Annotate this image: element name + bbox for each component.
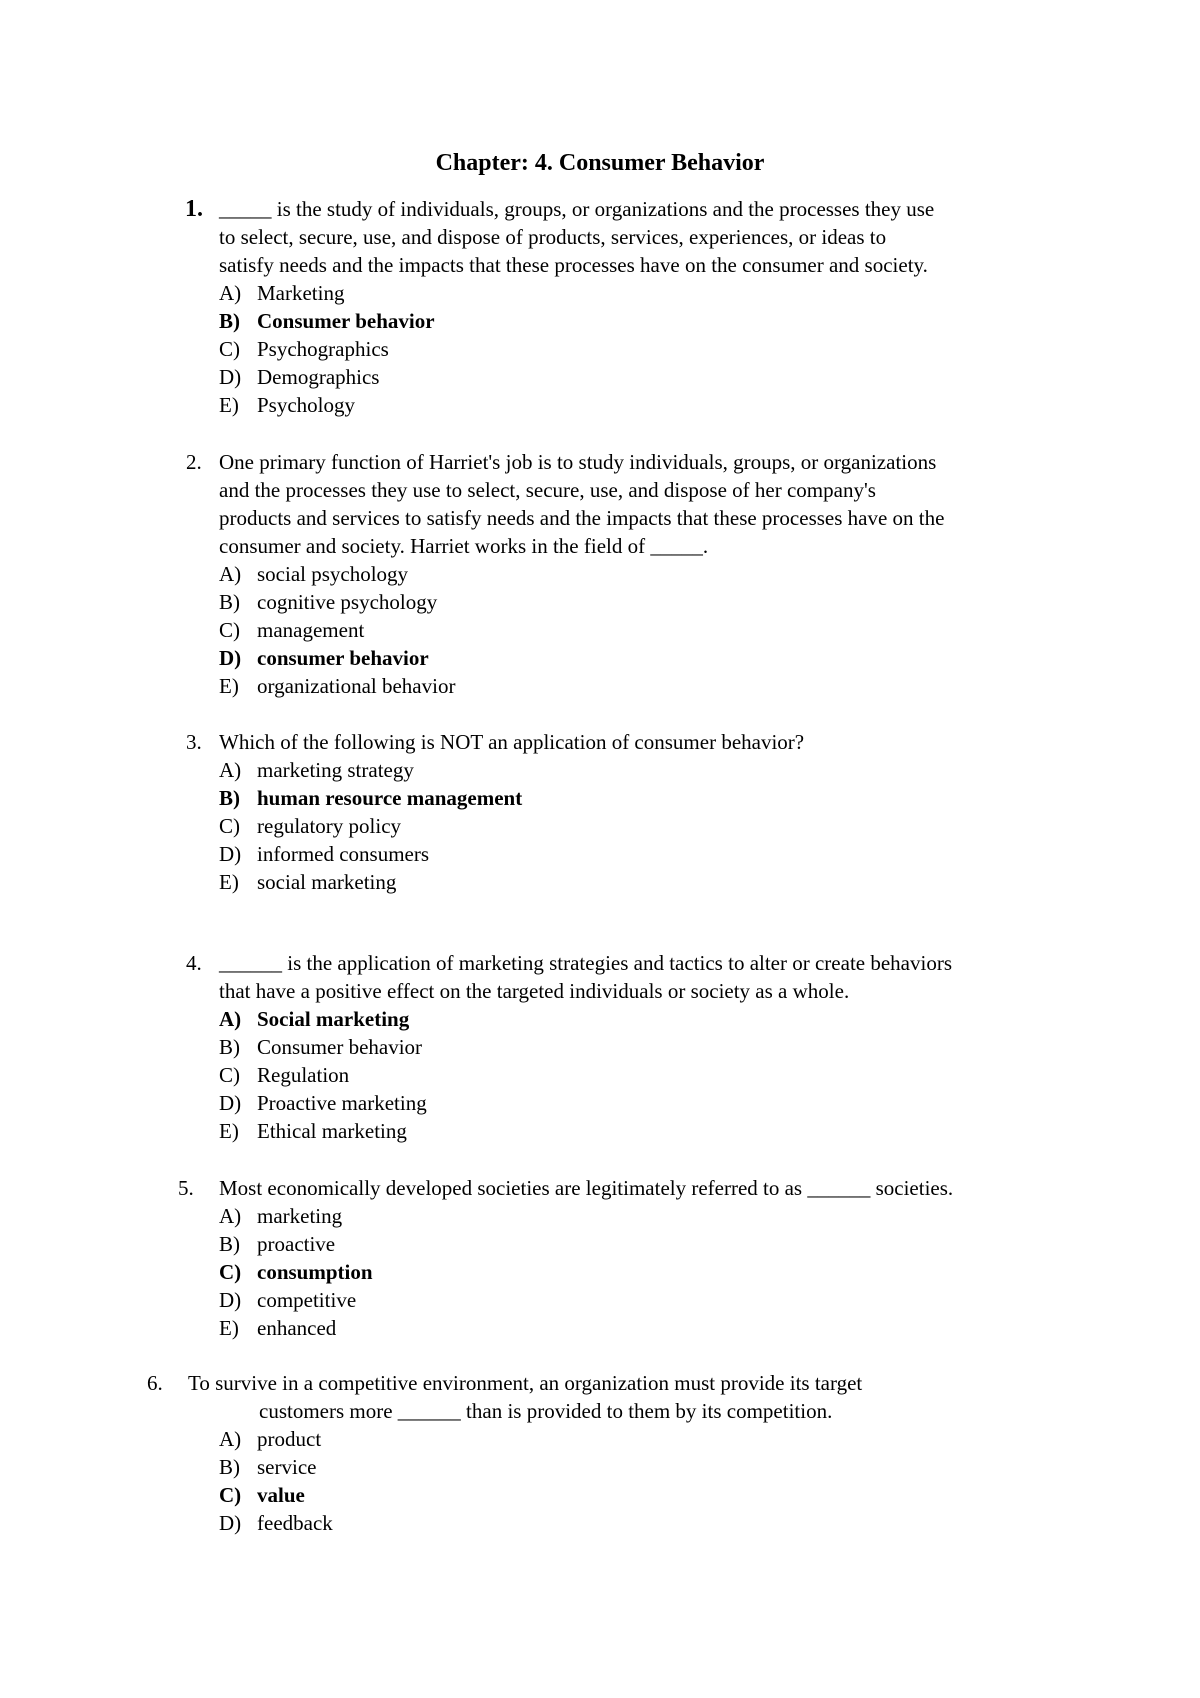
question-text-line: satisfy needs and the impacts that these processes have on the consumer and society. — [219, 253, 928, 277]
option-letter: D) — [219, 1091, 242, 1115]
option-letter: B) — [219, 309, 240, 333]
option-text: social psychology — [257, 562, 409, 586]
question-number: 6. — [147, 1371, 163, 1395]
answer-option — [219, 279, 344, 307]
question-text-line: to select, secure, use, and dispose of products, services, experiences, or ideas to — [219, 225, 887, 249]
answer-option — [219, 1453, 316, 1481]
option-text: regulatory policy — [257, 814, 402, 838]
question-text-line: consumer and society. Harriet works in the field of _____. — [219, 534, 709, 558]
option-text: consumption — [257, 1260, 373, 1284]
question-number: 3. — [186, 730, 202, 754]
option-letter: B) — [219, 1232, 240, 1256]
option-letter: A) — [219, 758, 242, 782]
answer-option — [219, 1314, 336, 1342]
option-letter: D) — [219, 1288, 242, 1312]
answer-option — [219, 391, 355, 419]
answer-option-correct — [219, 1005, 409, 1033]
option-text: Psychographics — [257, 337, 389, 361]
option-text: Marketing — [257, 281, 345, 305]
option-text: value — [257, 1483, 305, 1507]
question-text-line: ______ is the application of marketing strategies and tactics to alter or create behaviors — [219, 951, 952, 975]
answer-option — [219, 1117, 407, 1145]
option-letter: A) — [219, 1427, 242, 1451]
answer-option — [219, 1509, 333, 1537]
answer-option-correct — [219, 784, 522, 812]
option-letter: D) — [219, 1511, 242, 1535]
answer-option — [219, 756, 414, 784]
option-text: consumer behavior — [257, 646, 429, 670]
option-letter: C) — [219, 1483, 242, 1507]
option-letter: D) — [219, 365, 242, 389]
question-text-line: Which of the following is NOT an application of consumer behavior? — [219, 730, 805, 754]
answer-option-correct — [219, 307, 435, 335]
option-text: organizational behavior — [257, 674, 456, 698]
answer-option — [219, 672, 455, 700]
option-text: proactive — [257, 1232, 336, 1256]
question-text-line: and the processes they use to select, secure, use, and dispose of her company's — [219, 478, 876, 502]
option-text: Regulation — [257, 1063, 350, 1087]
question-number: 5. — [178, 1176, 194, 1200]
option-text: competitive — [257, 1288, 357, 1312]
option-text: human resource management — [257, 786, 523, 810]
option-text: marketing — [257, 1204, 343, 1228]
question-text-line: _____ is the study of individuals, groups, or organizations and the processes they use — [219, 197, 935, 221]
answer-option — [219, 868, 396, 896]
option-text: marketing strategy — [257, 758, 414, 782]
option-letter: C) — [219, 618, 240, 642]
option-text: Ethical marketing — [257, 1119, 407, 1143]
option-text: cognitive psychology — [257, 590, 438, 614]
option-letter: C) — [219, 337, 240, 361]
option-text: Proactive marketing — [257, 1091, 427, 1115]
option-letter: B) — [219, 1455, 240, 1479]
question-text-line: One primary function of Harriet's job is to study individuals, groups, or organizations — [219, 450, 937, 474]
option-text: feedback — [257, 1511, 333, 1535]
answer-option — [219, 1202, 342, 1230]
answer-option — [219, 616, 364, 644]
answer-option-correct — [219, 1481, 305, 1509]
option-letter: B) — [219, 590, 240, 614]
option-letter: E) — [219, 1316, 239, 1340]
option-text: Consumer behavior — [257, 309, 435, 333]
answer-option — [219, 560, 408, 588]
answer-option — [219, 1230, 335, 1258]
option-text: Social marketing — [257, 1007, 410, 1031]
option-letter: C) — [219, 1260, 242, 1284]
option-text: Consumer behavior — [257, 1035, 423, 1059]
answer-option-correct — [219, 644, 429, 672]
option-letter: A) — [219, 1204, 242, 1228]
option-text: service — [257, 1455, 317, 1479]
question-text-line: Most economically developed societies are legitimately referred to as ______ societies. — [219, 1176, 954, 1200]
answer-option — [219, 588, 437, 616]
answer-option — [219, 1425, 321, 1453]
question-text-line: products and services to satisfy needs and the impacts that these processes have on the — [219, 506, 945, 530]
question-number: 1. — [185, 196, 203, 222]
answer-option — [219, 1089, 427, 1117]
option-letter: E) — [219, 870, 239, 894]
option-letter: E) — [219, 1119, 239, 1143]
question-number: 4. — [186, 951, 202, 975]
answer-option — [219, 335, 389, 363]
answer-option — [219, 1286, 356, 1314]
answer-option — [219, 840, 429, 868]
answer-option — [219, 812, 401, 840]
option-letter: D) — [219, 646, 242, 670]
option-letter: E) — [219, 393, 239, 417]
answer-option-correct — [219, 1258, 373, 1286]
answer-option — [219, 1033, 422, 1061]
question-number: 2. — [186, 450, 202, 474]
option-text: social marketing — [257, 870, 397, 894]
question-text-line: that have a positive effect on the targeted individuals or society as a whole. — [219, 979, 850, 1003]
option-letter: A) — [219, 281, 242, 305]
option-letter: A) — [219, 1007, 242, 1031]
option-text: management — [257, 618, 365, 642]
page-title: Chapter: 4. Consumer Behavior — [435, 150, 765, 176]
question-text-line: To survive in a competitive environment, an organization must provide its target — [188, 1371, 863, 1395]
option-text: informed consumers — [257, 842, 430, 866]
question-text-line: customers more ______ than is provided to them by its competition. — [259, 1399, 833, 1423]
option-text: Psychology — [257, 393, 356, 417]
option-letter: B) — [219, 786, 240, 810]
answer-option — [219, 363, 379, 391]
option-letter: C) — [219, 814, 240, 838]
option-letter: B) — [219, 1035, 240, 1059]
option-letter: D) — [219, 842, 242, 866]
option-letter: A) — [219, 562, 242, 586]
answer-option — [219, 1061, 349, 1089]
option-text: product — [257, 1427, 322, 1451]
option-text: enhanced — [257, 1316, 337, 1340]
option-letter: C) — [219, 1063, 240, 1087]
option-letter: E) — [219, 674, 239, 698]
option-text: Demographics — [257, 365, 380, 389]
